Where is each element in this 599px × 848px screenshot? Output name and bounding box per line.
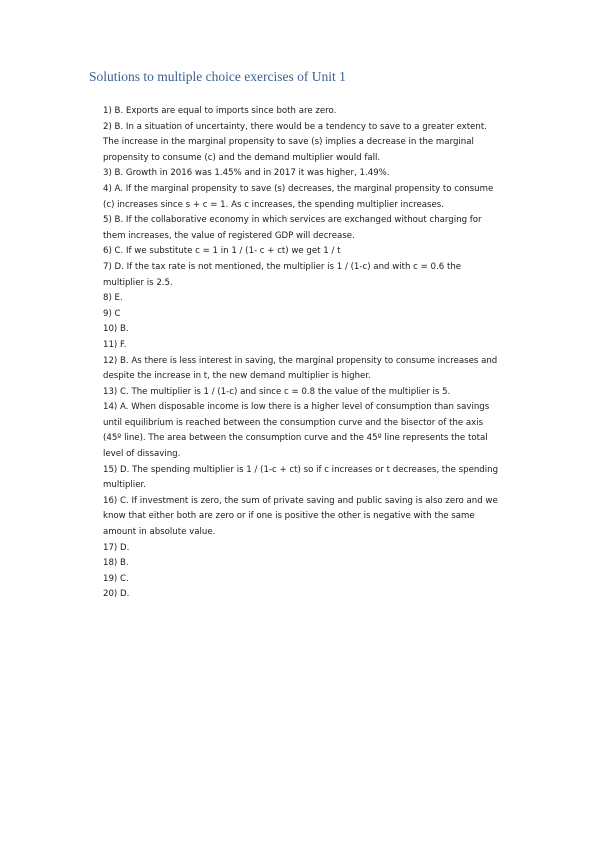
answer-line: amount in absolute value. <box>103 527 216 538</box>
answer-line: despite the increase in t, the new demand multiplier is higher. <box>103 371 371 382</box>
answer-line: 15) D. The spending multiplier is 1 / (1-c + ct) so if c increases or t decreases, the spending <box>103 464 499 475</box>
answer-line: 19) C. <box>103 573 129 584</box>
answer-line: 13) C. The multiplier is 1 / (1-c) and since c = 0.8 the value of the multiplier is 5. <box>103 386 451 397</box>
answer-line: (c) increases since s + c = 1. As c increases, the spending multiplier increases. <box>103 199 444 210</box>
answer-line: them increases, the value of registered GDP will decrease. <box>103 230 355 241</box>
answer-line: (45º line). The area between the consumption curve and the 45º line represents the total <box>103 433 488 444</box>
answer-line: 11) F. <box>103 339 127 350</box>
answer-line: 3) B. Growth in 2016 was 1.45% and in 2017 it was higher, 1.49%. <box>103 168 390 179</box>
answer-line: 17) D. <box>103 542 130 553</box>
answer-line: 20) D. <box>103 589 130 600</box>
answer-line: know that either both are zero or if one is positive the other is negative with the same <box>103 511 475 522</box>
answer-line: 18) B. <box>103 558 129 569</box>
answer-line: 1) B. Exports are equal to imports since both are zero. <box>103 106 337 116</box>
answer-line: until equilibrium is reached between the consumption curve and the bisector of the axis <box>103 417 484 428</box>
answer-line: 9) C <box>103 308 121 319</box>
answer-line: multiplier. <box>103 480 146 491</box>
answer-line: 10) B. <box>103 324 129 335</box>
answer-line: The increase in the marginal propensity to save (s) implies a decrease in the marginal <box>103 137 474 148</box>
answer-line: 16) C. If investment is zero, the sum of private saving and public saving is also zero and we <box>103 495 498 506</box>
answer-line: 5) B. If the collaborative economy in which services are exchanged without charging for <box>103 215 482 226</box>
answer-line: 14) A. When disposable income is low there is a higher level of consumption than savings <box>103 402 490 413</box>
answer-line: level of dissaving. <box>103 449 181 460</box>
answer-line: 7) D. If the tax rate is not mentioned, the multiplier is 1 / (1-c) and with c = 0.6 the <box>103 261 462 272</box>
answer-line: 4) A. If the marginal propensity to save (s) decreases, the marginal propensity to consume <box>103 183 494 194</box>
answers-body <box>103 104 513 603</box>
answer-line: 2) B. In a situation of uncertainty, there would be a tendency to save to a greater extent. <box>103 121 487 132</box>
document-title: Solutions to multiple choice exercises of Unit 1 <box>89 69 346 84</box>
answer-line: propensity to consume (c) and the demand multiplier would fall. <box>103 152 381 163</box>
answer-line: multiplier is 2.5. <box>103 277 173 288</box>
answer-line: 12) B. As there is less interest in saving, the marginal propensity to consume increases and <box>103 355 498 366</box>
answer-line: 8) E. <box>103 293 123 304</box>
answer-line: 6) C. If we substitute c = 1 in 1 / (1- c + ct) we get 1 / t <box>103 246 341 257</box>
